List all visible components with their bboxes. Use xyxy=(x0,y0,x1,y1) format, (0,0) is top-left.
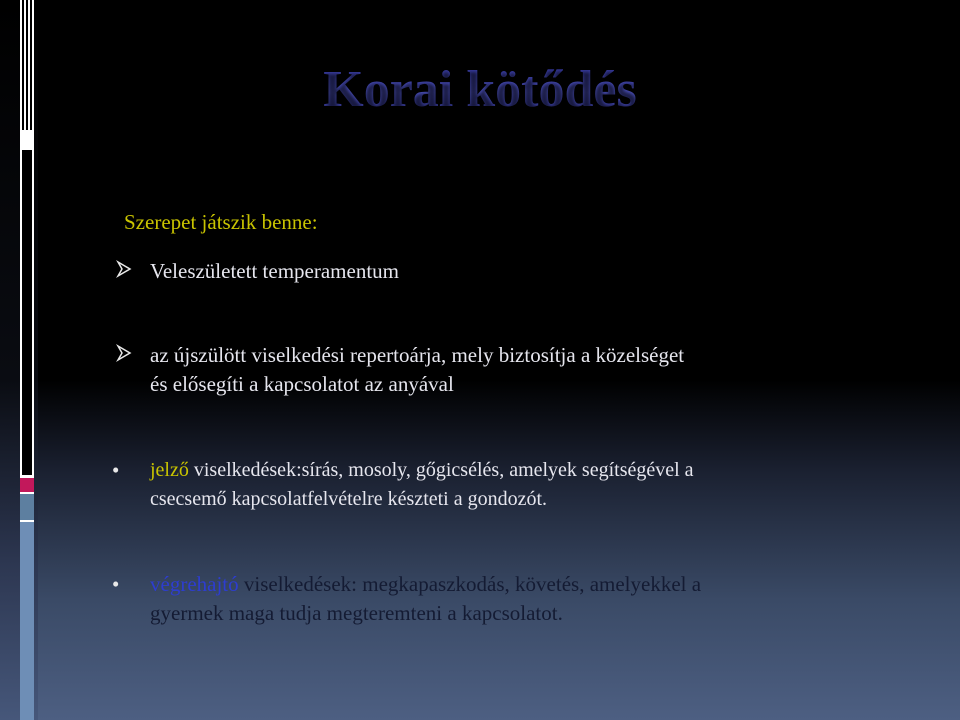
bullet-text-line2: csecsemő kapcsolatfelvételre készteti a gondozót. xyxy=(150,488,548,510)
bullet-text: viselkedések: megkapaszkodás, követés, amelyekkel a xyxy=(238,572,702,596)
bullet-text-line2: gyermek maga tudja megteremteni a kapcsolatot. xyxy=(150,601,563,625)
slide-title: Korai kötődés xyxy=(0,60,960,119)
item-text: Veleszületett temperamentum xyxy=(150,259,399,283)
bullet-highlight: jelző xyxy=(150,459,189,481)
arrow-bullet-icon xyxy=(116,342,132,364)
item-text-start: az újszülött viselkedési repertoárja xyxy=(150,343,441,367)
item-text-end: , mely biztosítja a közelséget xyxy=(440,343,685,367)
bullet-highlight: végrehajtó xyxy=(150,572,239,596)
item-text-line2: és elősegíti a kapcsolatot az anyával xyxy=(150,372,454,396)
intro-text: Szerepet játszik benne: xyxy=(124,210,318,234)
dot-bullet-icon: • xyxy=(112,572,120,596)
dot-bullet-icon: • xyxy=(112,458,120,482)
arrow-bullet-icon xyxy=(116,258,132,280)
bullet-text: viselkedések:sírás, mosoly, gőgicsélés, amelyek segítségével a xyxy=(188,459,694,481)
